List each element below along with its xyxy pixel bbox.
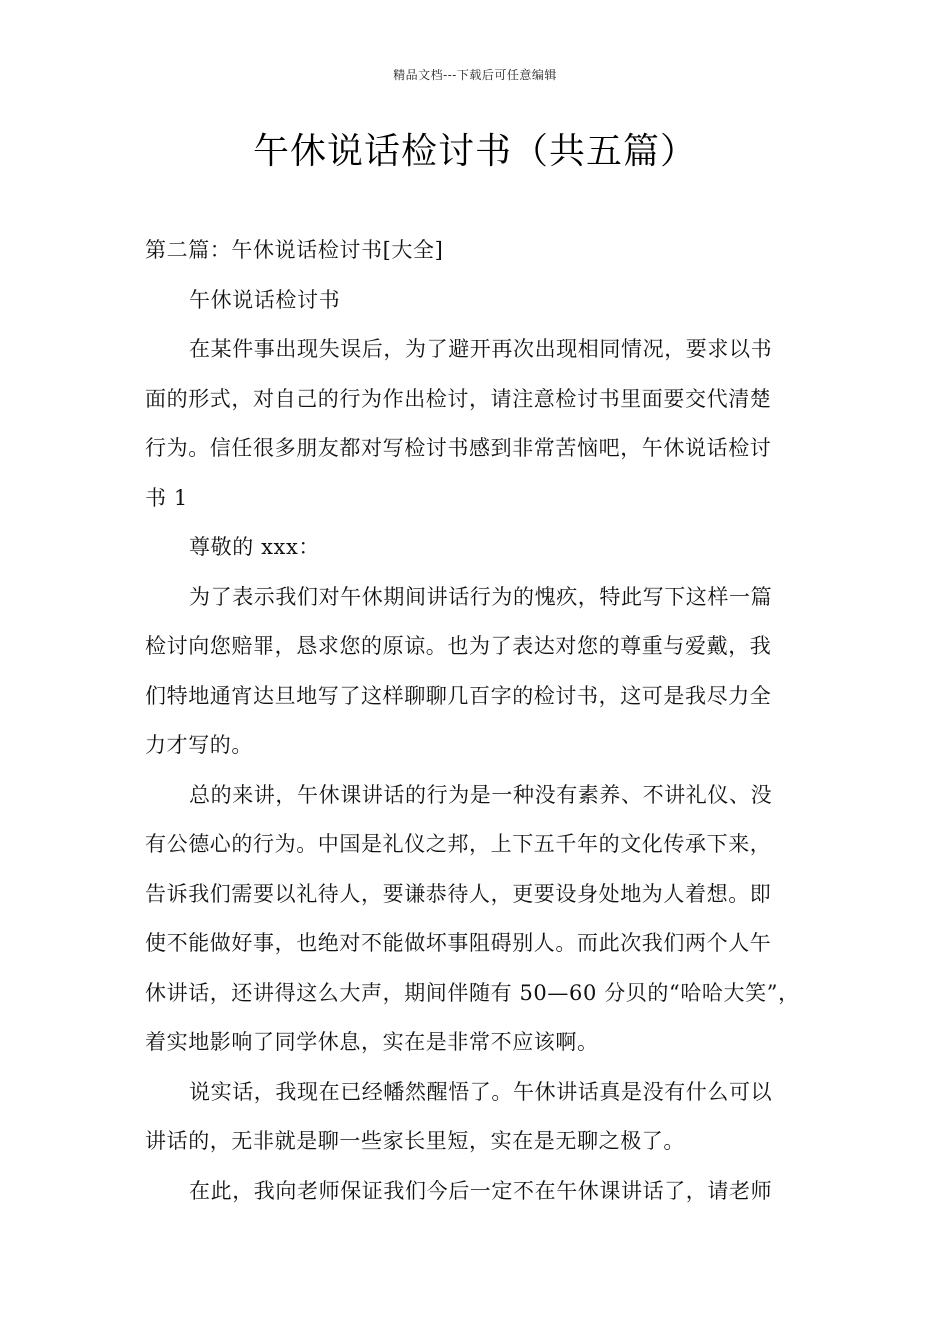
body-text-line: 告诉我们需要以礼待人，要谦恭待人，更要设身处地为人着想。即	[145, 881, 772, 906]
body-text-line: 总的来讲，午休课讲话的行为是一种没有素养、不讲礼仪、没	[189, 782, 773, 807]
body-text-line: 检讨向您赔罪，恳求您的原谅。也为了表达对您的尊重与爱戴，我	[145, 634, 772, 658]
body-text-line: 们特地通宵达旦地写了这样聊聊几百字的检讨书，这可是我尽力全	[145, 683, 772, 708]
body-text-line: 讲话的，无非就是聊一些家长里短，实在是无聊之极了。	[145, 1129, 685, 1153]
body-text-line: 面的形式，对自己的行为作出检讨，请注意检讨书里面要交代清楚	[145, 386, 772, 411]
body-text-line: 在此，我向老师保证我们今后一定不在午休课讲话了，请老师	[189, 1178, 773, 1203]
body-text-line: 着实地影响了同学休息，实在是非常不应该啊。	[145, 1030, 599, 1054]
document-title: 午休说话检讨书（共五篇）	[252, 131, 697, 172]
body-text-line: 第二篇：午休说话检讨书[大全]	[145, 238, 444, 262]
body-text-line: 午休说话检讨书	[189, 287, 341, 312]
body-text-line: 为了表示我们对午休期间讲话行为的愧疚，特此写下这样一篇	[189, 584, 773, 609]
body-text-line: 休讲话，还讲得这么大声，期间伴随有 50—60 分贝的“哈哈大笑”，	[145, 980, 800, 1005]
body-text-line: 尊敬的 xxx：	[189, 535, 321, 559]
header-note: 精品文档---下载后可任意编辑	[393, 68, 557, 82]
body-text-line: 书 1	[145, 485, 188, 510]
body-text-line: 在某件事出现失误后，为了避开再次出现相同情况，要求以书	[189, 337, 773, 361]
body-text-line: 使不能做好事，也绝对不能做坏事阻碍别人。而此次我们两个人午	[145, 931, 772, 955]
body-text-line: 说实话，我现在已经幡然醒悟了。午休讲话真是没有什么可以	[189, 1079, 773, 1104]
body-text-line: 行为。信任很多朋友都对写检讨书感到非常苦恼吧，午休说话检讨	[145, 436, 772, 460]
document-body	[145, 230, 807, 1220]
body-text-line: 力才写的。	[145, 733, 253, 757]
body-text-line: 有公德心的行为。中国是礼仪之邦，上下五千年的文化传承下来，	[145, 832, 772, 856]
